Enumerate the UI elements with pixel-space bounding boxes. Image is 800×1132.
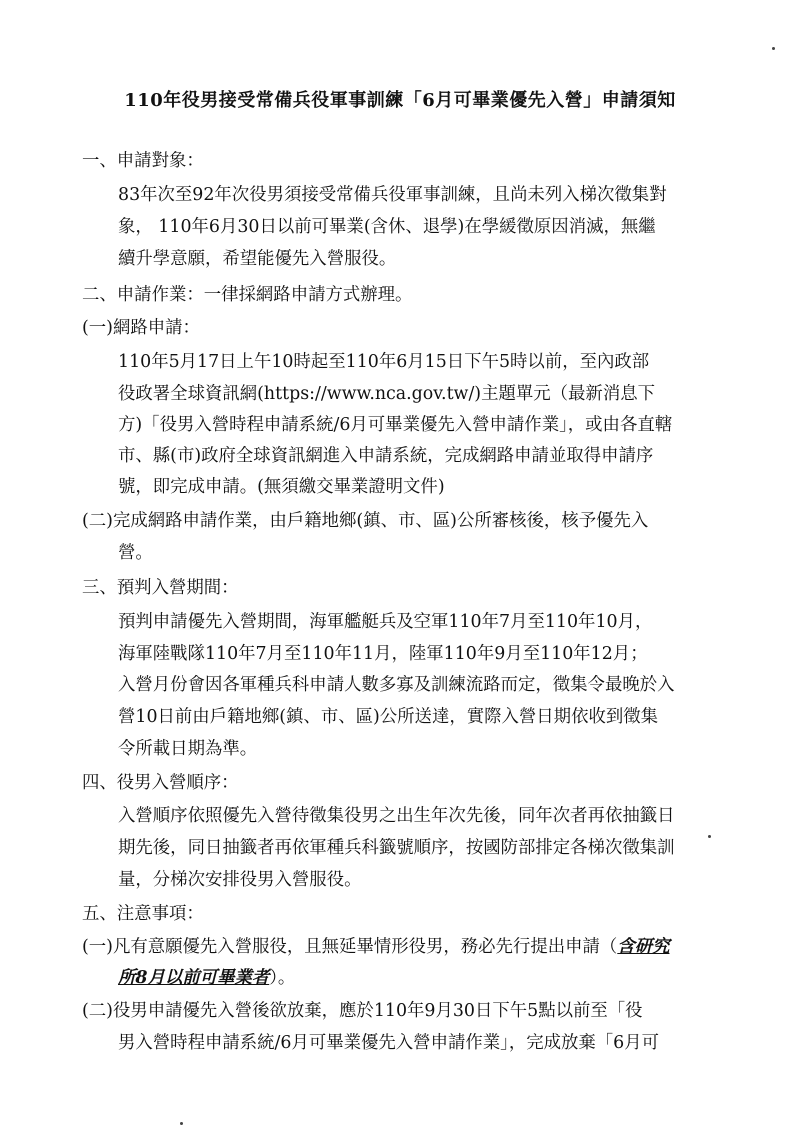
section-5-item-1-text: (一)凡有意願優先入營服役，且無延畢情形役男，務必先行提出申請（ xyxy=(82,937,618,957)
section-5-item-1-emphasis-cont: 所8月以前可畢業者 xyxy=(118,968,270,988)
section-1-line-2: 象， 110年6月30日以前可畢業(含休、退學)在學緩徵原因消滅，無繼 xyxy=(118,217,656,237)
section-2-item-1-label: (一)網路申請： xyxy=(82,318,200,338)
section-1-line-3: 續升學意願，希望能優先入營服役。 xyxy=(118,249,397,269)
section-5-item-2-label: (二)役男申請優先入營後欲放棄，應於110年9月30日下午5點以前至「役 xyxy=(82,1001,643,1021)
section-3-line-5: 令所載日期為準。 xyxy=(118,739,258,759)
section-4-line-2: 期先後，同日抽籤者再依軍種兵科籤號順序，按國防部排定各梯次徵集訓 xyxy=(118,838,675,858)
section-3-line-3: 入營月份會因各軍種兵科申請人數多寡及訓練流路而定，徵集令最晚於入 xyxy=(118,675,675,695)
document-title: 110年役男接受常備兵役軍事訓練「6月可畢業優先入營」申請須知 xyxy=(124,90,676,111)
section-heading-4: 四、役男入營順序： xyxy=(82,773,239,793)
section-1-line-1: 83年次至92年次役男須接受常備兵役軍事訓練，且尚未列入梯次徵集對 xyxy=(118,185,667,205)
section-3-line-1: 預判申請優先入營期間，海軍艦艇兵及空軍110年7月至110年10月， xyxy=(118,612,653,632)
section-5-item-1-label xyxy=(82,935,669,959)
section-2-item-2-line-1: 營。 xyxy=(118,543,153,563)
scan-speck xyxy=(772,47,775,50)
section-3-line-4: 營10日前由戶籍地鄉(鎮、市、區)公所送達，實際入營日期依收到徵集 xyxy=(118,707,659,727)
section-4-line-1: 入營順序依照優先入營待徵集役男之出生年次先後，同年次者再依抽籤日 xyxy=(118,806,675,826)
section-2-item-1-line-3: 方)「役男入營時程申請系統/6月可畢業優先入營申請作業」，或由各直轄 xyxy=(118,415,673,435)
scan-speck xyxy=(180,1122,183,1125)
section-5-item-1-close: ）。 xyxy=(269,968,296,988)
section-3-line-2: 海軍陸戰隊110年7月至110年11月，陸軍110年9月至110年12月； xyxy=(118,644,648,664)
section-2-item-1-line-5: 號，即完成申請。(無須繳交畢業證明文件) xyxy=(118,477,445,497)
section-2-item-1-line-2: 役政署全球資訊網(https://www.nca.gov.tw/)主題單元（最新消息下 xyxy=(118,384,655,404)
section-heading-5: 五、注意事項： xyxy=(82,904,204,924)
section-5-item-2-line-1: 男入營時程申請系統/6月可畢業優先入營申請作業」，完成放棄「6月可 xyxy=(118,1033,660,1053)
section-4-line-3: 量，分梯次安排役男入營服役。 xyxy=(118,870,362,890)
section-5-item-1-emphasis: 含研究 xyxy=(617,937,670,957)
section-2-item-1-line-4: 市、縣(市)政府全球資訊網進入申請系統，完成網路申請並取得申請序 xyxy=(118,446,654,466)
section-5-item-1-continuation xyxy=(118,966,295,990)
section-heading-1: 一、申請對象： xyxy=(82,151,204,171)
section-2-item-2-label: (二)完成網路申請作業，由戶籍地鄉(鎮、市、區)公所審核後，核予優先入 xyxy=(82,511,649,531)
section-heading-3: 三、預判入營期間： xyxy=(82,578,239,598)
section-2-item-1-line-1: 110年5月17日上午10時起至110年6月15日下午5時以前，至內政部 xyxy=(118,352,650,372)
section-heading-2: 二、申請作業：一律採網路申請方式辦理。 xyxy=(82,285,413,305)
scan-speck xyxy=(708,835,711,838)
